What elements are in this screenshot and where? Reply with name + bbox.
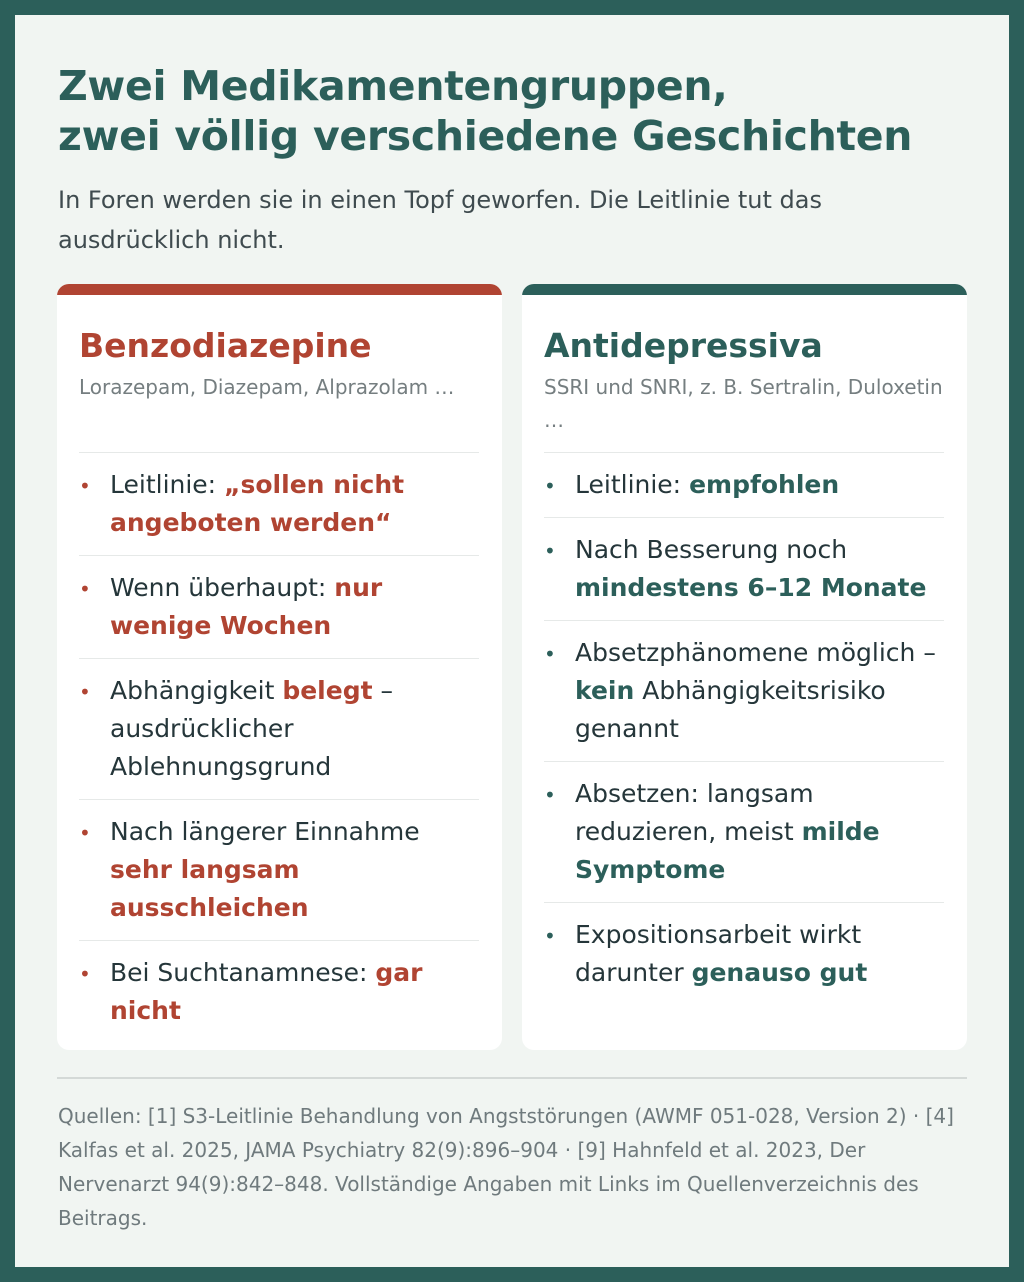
bullet-icon: •: [544, 539, 556, 563]
card-accent-bar: [522, 284, 967, 295]
footer-divider: [57, 1077, 967, 1079]
item-text: Absetzphänomene möglich – kein Abhängigkeitsrisiko genannt: [575, 638, 936, 743]
card-subtitle: SSRI und SNRI, z. B. Sertralin, Duloxetin …: [544, 375, 943, 432]
item-text: Expositionsarbeit wirkt darunter genauso gut: [575, 920, 868, 987]
list-item: [544, 452, 944, 517]
antidepressant-list: [544, 452, 944, 1005]
bullet-icon: •: [544, 474, 556, 498]
item-text: Absetzen: langsam reduzieren, meist milde Symptome: [575, 779, 880, 884]
item-text: Nach Besserung noch mindestens 6–12 Monate: [575, 535, 927, 602]
item-text: Leitlinie: „sollen nicht angeboten werden“: [110, 470, 405, 537]
page-title: [58, 61, 978, 161]
list-item: [79, 452, 479, 555]
bullet-icon: •: [79, 577, 91, 601]
bullet-icon: •: [79, 962, 91, 986]
item-text: Bei Suchtanamnese: gar nicht: [110, 958, 423, 1025]
card-accent-bar: [57, 284, 502, 295]
list-item: [79, 658, 479, 799]
antidepressant-card: [522, 284, 967, 1050]
title-line-2: zwei völlig verschiedene Geschichten: [58, 112, 913, 160]
bullet-icon: •: [79, 474, 91, 498]
item-text: Abhängigkeit belegt – ausdrücklicher Ablehnungsgrund: [110, 676, 394, 781]
item-text: Leitlinie: empfohlen: [575, 470, 840, 499]
bullet-icon: •: [79, 680, 91, 704]
bullet-icon: •: [79, 821, 91, 845]
item-text: Nach längerer Einnahme sehr langsam ausschleichen: [110, 817, 420, 922]
benzodiazepine-card: [57, 284, 502, 1050]
card-subtitle: Lorazepam, Diazepam, Alprazolam …: [79, 375, 455, 399]
card-title: Antidepressiva: [544, 326, 823, 365]
list-item: [79, 555, 479, 658]
list-item: [79, 940, 479, 1043]
page-subtitle: In Foren werden sie in einen Topf geworfen. Die Leitlinie tut das ausdrücklich nicht.: [58, 186, 822, 254]
list-item: [544, 620, 944, 761]
item-text: Wenn überhaupt: nur wenige Wochen: [110, 573, 383, 640]
title-line-1: Zwei Medikamentengruppen,: [58, 62, 728, 110]
list-item: [544, 902, 944, 1005]
list-item: [79, 799, 479, 940]
bullet-icon: •: [544, 783, 556, 807]
bullet-icon: •: [544, 924, 556, 948]
list-item: [544, 517, 944, 620]
sources-note: Quellen: [1] S3-Leitlinie Behandlung von Angststörungen (AWMF 051-028, Version 2) · [4] Kalfas et al. 2025, JAMA Psychiatry 82(9):896–904 · [9] Hahnfeld et al. 2023, Der Nervenarzt 94(9):842–848. Vollständige Angaben mit Links im Quellenverzeichnis des Beitrags.: [58, 1104, 954, 1230]
card-title: Benzodiazepine: [79, 326, 372, 365]
benzo-list: [79, 452, 479, 1043]
bullet-icon: •: [544, 642, 556, 666]
infographic-frame: [15, 15, 1009, 1267]
list-item: [544, 761, 944, 902]
